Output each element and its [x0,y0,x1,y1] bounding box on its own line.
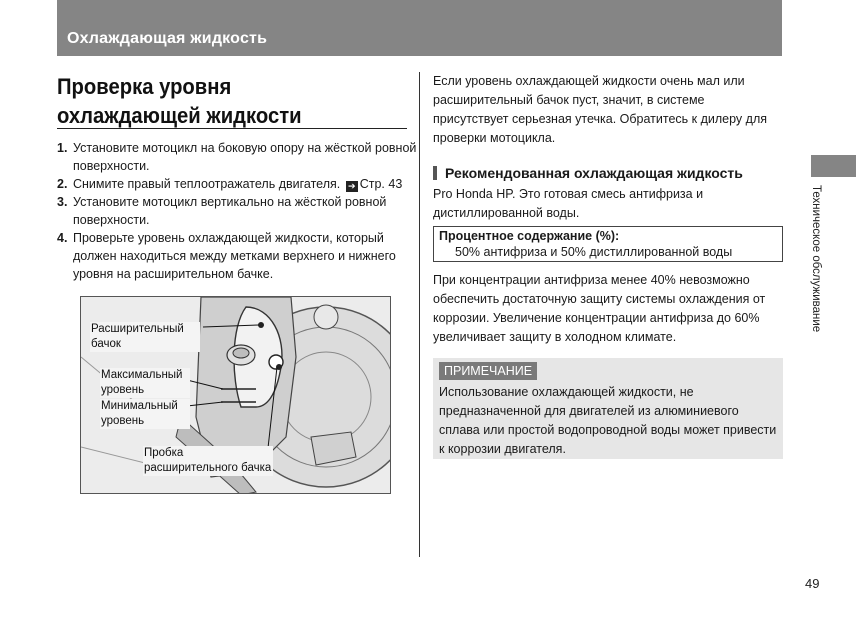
percent-content-value: 50% антифриза и 50% дистиллированной воды [455,245,733,259]
step-number: 3. [57,195,68,209]
chapter-side-label [810,185,826,345]
step-text: Установите мотоцикл вертикально на жёсткой ровной поверхности. [73,195,387,227]
note-label: ПРИМЕЧАНИЕ [439,362,537,380]
step-item [57,229,417,283]
page-number: 49 [805,576,820,591]
reservoir-label: Расширительный бачок [90,322,200,352]
step-item [57,175,417,193]
reservoir-illustration [80,296,391,494]
section-title: Охлаждающая жидкость [67,30,268,47]
recommended-coolant-text: Pro Honda HP. Это готовая смесь антифриза и дистиллированной воды. [433,187,704,220]
min-level-label: Минимальный уровень [100,399,190,429]
step-item [57,139,417,175]
title-underline [57,128,407,129]
step-text-body: Снимите правый теплоотражатель двигателя. [73,177,341,191]
note-text: Использование охлаждающей жидкости, не предназначенной для двигателей из алюминиевого сплава или простой водопроводной воды может привести к коррозии двигателя. [439,385,777,456]
page-title: Проверка уровня охлаждающей жидкости [57,74,302,128]
step-text: Установите мотоцикл на боковую опору на жёсткой ровной поверхности. [73,141,417,173]
step-number: 2. [57,177,68,191]
leak-warning-paragraph: Если уровень охлаждающей жидкости очень мал или расширительный бачок пуст, значит, в системе присутствует серьезная утечка. Обратитесь к дилеру для проверки мотоцикла. [433,74,768,145]
page-reference-icon: ➔ [346,181,358,192]
step-number: 1. [57,141,68,155]
step-item [57,193,417,229]
recommended-coolant-heading-text: Рекомендованная охлаждающая жидкость [445,165,743,181]
percent-content-box [433,226,783,262]
column-divider [419,72,420,557]
note-box [433,358,783,459]
chapter-tab [811,155,856,177]
step-text [73,175,417,193]
percent-content-title: Процентное содержание (%): [439,229,620,243]
max-level-label: Максимальный уровень [100,368,190,398]
step-number: 4. [57,231,68,245]
procedure-steps [57,139,417,283]
section-header-bar [57,0,782,56]
reservoir-cap-label: Пробка расширительного бачка [144,447,272,474]
recommended-coolant-heading [433,165,743,181]
concentration-paragraph: При концентрации антифриза менее 40% невозможно обеспечить достаточную защиту системы охлаждения от коррозии. Увеличение концентрации антифриза до 60% увеличивает защиту в холодном климате. [433,273,766,344]
heading-marker [433,166,437,180]
step-text: Проверьте уровень охлаждающей жидкости, который должен находиться между метками верхнего и нижнего уровня на расширительном бачке. [73,231,396,281]
page-reference-link[interactable]: Стр. 43 [359,177,403,191]
chapter-side-label-text: Техническое обслуживание [810,185,822,333]
